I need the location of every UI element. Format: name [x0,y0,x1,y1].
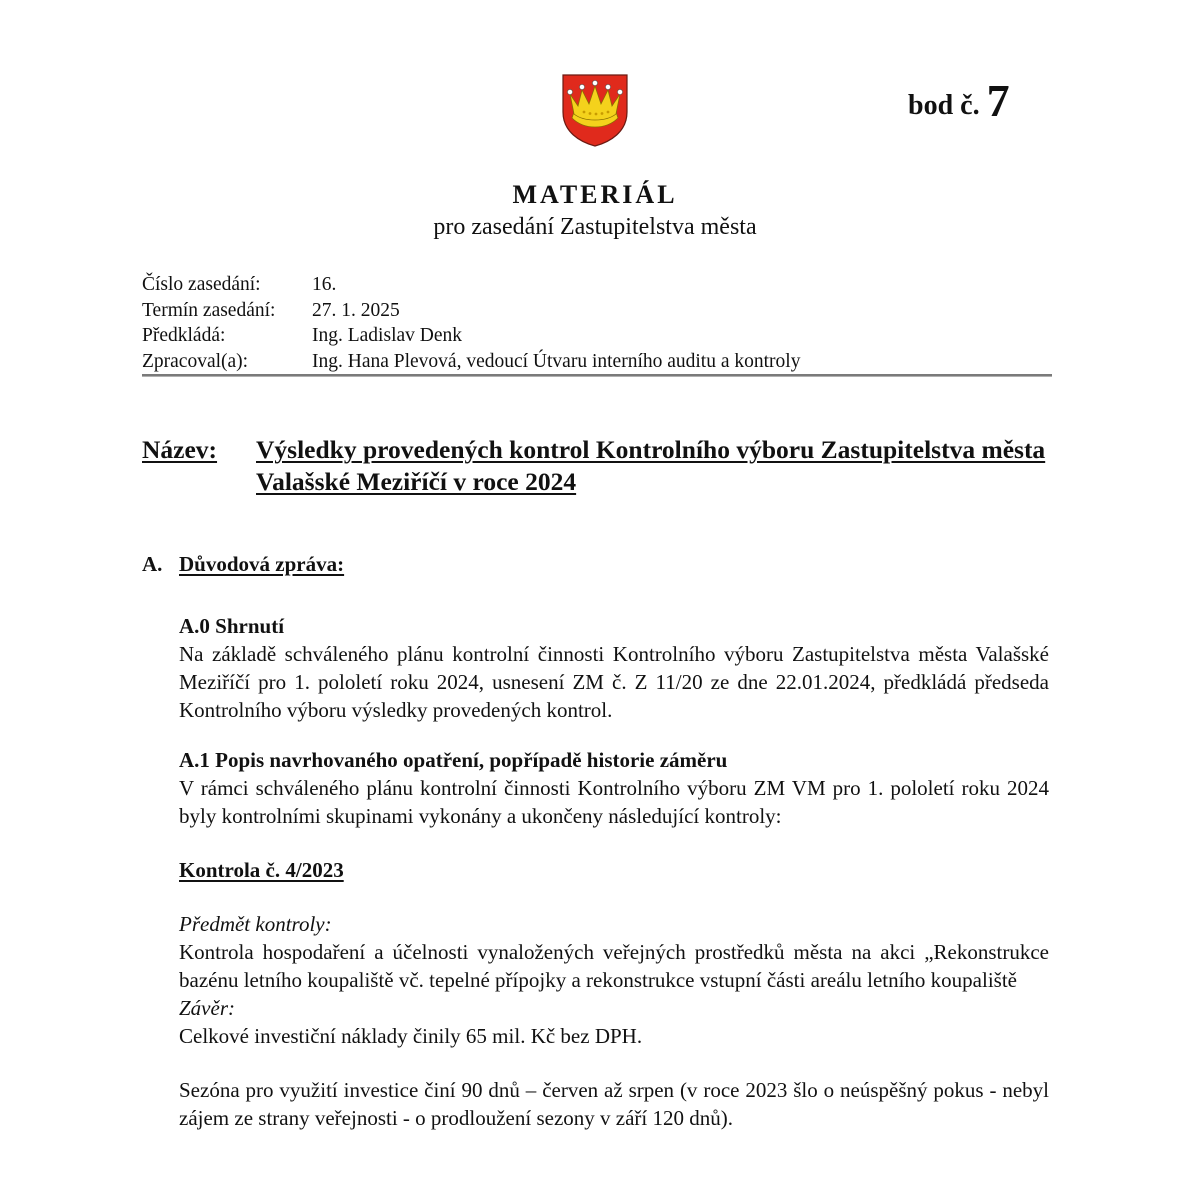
meta-label: Předkládá: [142,325,226,346]
meta-value: Ing. Ladislav Denk [312,325,463,346]
meta-value: Ing. Hana Plevová, vedoucí Útvaru interního auditu a kontroly [312,350,801,372]
meta-label: Zpracoval(a): [142,350,249,372]
meta-label: Číslo zasedání: [142,274,261,295]
section-letter: A. [142,552,163,576]
section-a-heading [142,552,344,577]
header-divider [142,374,1052,377]
a1-heading: A.1 Popis navrhovaného opatření, popřípadě historie záměru [179,748,728,772]
agenda-item-number [908,74,1010,127]
meeting-number-row [142,272,1052,298]
meeting-info-table [142,272,1052,374]
title-label: Název: [142,435,218,464]
subject-label: Předmět kontroly: [179,912,332,936]
conclusion-text: Celkové investiční náklady činily 65 mil. Kč bez DPH. [179,1024,643,1048]
document-type: MATERIÁL [512,180,678,209]
meta-label: Termín zasedání: [142,299,276,321]
conclusion-label: Závěr: [179,996,235,1020]
agenda-prefix: bod č. [908,90,980,121]
season-text: Sezóna pro využití investice činí 90 dnů – červen až srpen (v roce 2023 šlo o neúspěšný pokus - nebyl zájem ze strany veřejnosti - o prodloužení sezony v září 120 dnů). [179,1078,1049,1130]
control-heading: Kontrola č. 4/2023 [179,858,344,882]
agenda-number: 7 [986,75,1010,126]
a0-text: Na základě schváleného plánu kontrolní činnosti Kontrolního výboru Zastupitelstva města Valašské Meziříčí pro 1. pololetí roku 2024, usnesení ZM č. Z 11/20 ze dne 22.01.2024, předkládá předseda Kontrolního výboru výsledky provedených kontrol. [179,642,1049,722]
meeting-date-row [142,298,1052,324]
document-subtitle: pro zasedání Zastupitelstva města [433,214,757,240]
meta-value: 27. 1. 2025 [312,299,400,321]
section-a1-description [179,746,1049,830]
section-heading: Důvodová zpráva: [179,552,345,576]
spacer [179,1050,1049,1076]
a1-text: V rámci schváleného plánu kontrolní činnosti Kontrolního výboru ZM VM pro 1. pololetí roku 2024 byly kontrolními skupinami vykonány a ukončeny následující kontroly: [179,776,1049,828]
control-4-2023 [179,856,1049,1132]
document-title [142,434,1062,498]
spacer [179,884,1049,910]
meta-value: 16. [312,274,337,295]
presenter-row [142,323,1052,349]
section-a0-summary [179,612,1049,724]
title-text: Výsledky provedených kontrol Kontrolního výboru Zastupitelstva města Valašské Meziříčí v roce 2024 [256,435,1046,496]
a0-heading: A.0 Shrnutí [179,614,285,638]
author-row [142,349,1052,375]
subject-text: Kontrola hospodaření a účelnosti vynaložených veřejných prostředků města na akci „Rekonstrukce bazénu letního koupaliště vč. tepelné přípojky a rekonstrukce vstupní části areálu letního koupaliště [179,940,1049,992]
coat-of-arms-icon [560,72,630,148]
